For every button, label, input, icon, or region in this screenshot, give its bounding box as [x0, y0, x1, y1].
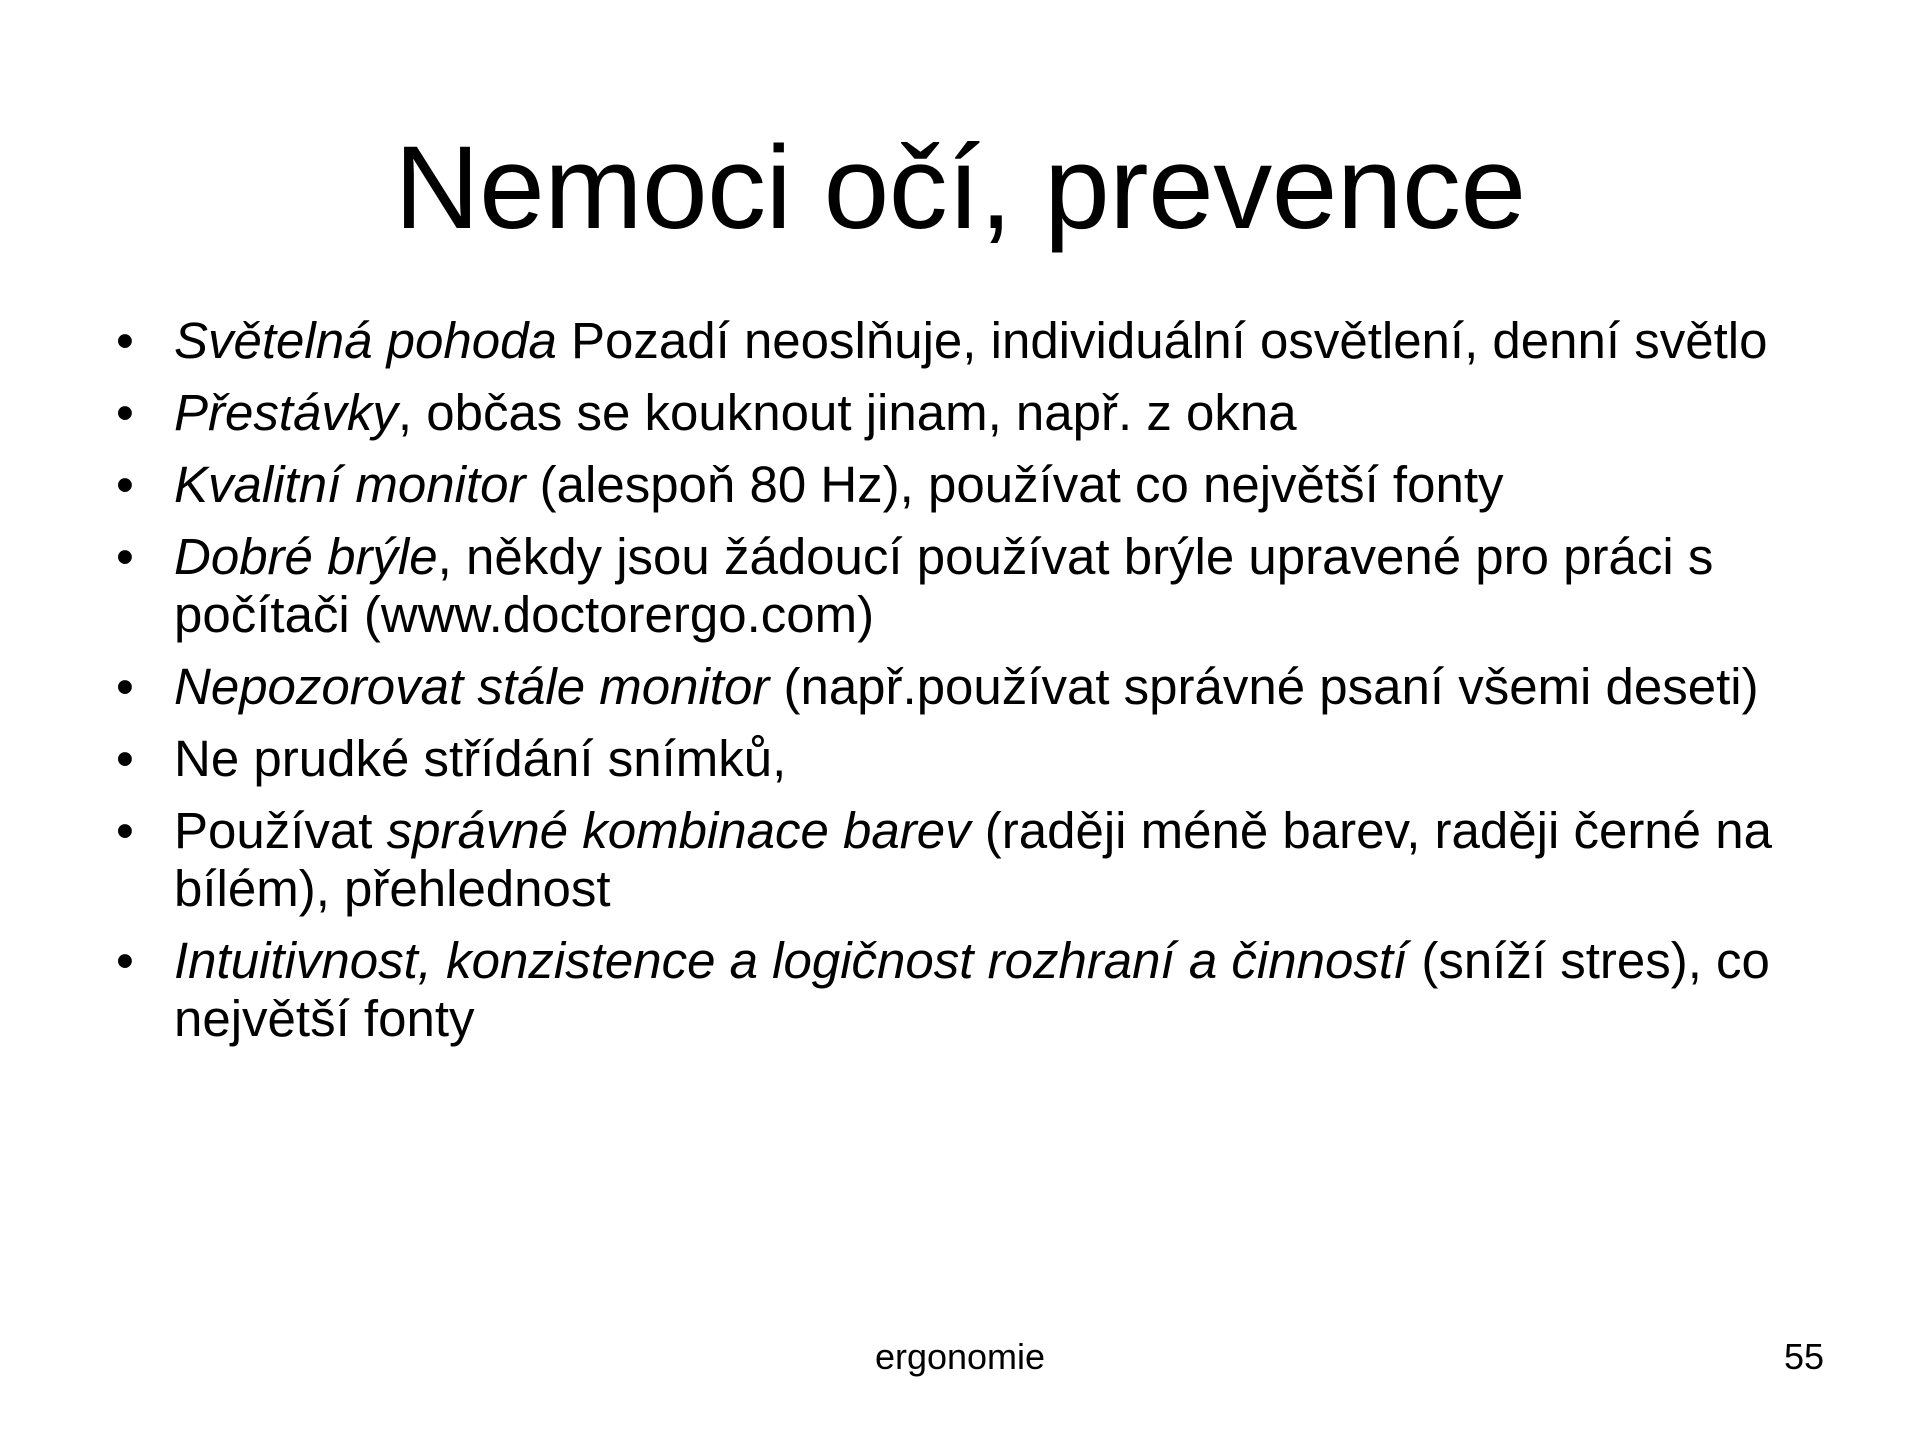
bullet-marker: •: [116, 528, 134, 585]
bullet-marker: •: [116, 932, 134, 989]
slide-title: Nemoci očí, prevence: [394, 122, 1526, 254]
bullet-text: (raději méně barev, raději černé na bílém), přehlednost: [174, 802, 1772, 917]
bullet-marker: •: [116, 658, 134, 715]
bullet-marker: •: [116, 456, 134, 513]
bullet-item: [112, 658, 1812, 716]
bullet-item: [112, 528, 1812, 644]
bullet-emphasis: Kvalitní monitor: [174, 456, 526, 513]
bullet-item: [112, 312, 1812, 370]
bullet-text: (alespoň 80 Hz), používat co největší fonty: [525, 456, 1504, 513]
bullet-item: [112, 456, 1812, 514]
bullet-marker: •: [116, 730, 134, 787]
bullet-text: (např.používat správné psaní všemi deseti): [769, 658, 1759, 715]
bullet-text: Používat: [174, 802, 387, 859]
bullet-text: Ne prudké střídání snímků,: [174, 730, 787, 787]
footer-label: ergonomie: [874, 1336, 1046, 1377]
bullet-item: [112, 384, 1812, 442]
bullet-item: [112, 932, 1812, 1048]
bullet-emphasis: Nepozorovat stále monitor: [174, 658, 770, 715]
bullet-emphasis: Dobré brýle: [174, 528, 438, 585]
bullet-emphasis: Intuitivnost, konzistence a logičnost rozhraní a činností: [174, 932, 1408, 989]
bullet-list: [112, 312, 1812, 1062]
bullet-emphasis: Přestávky: [174, 384, 398, 441]
bullet-marker: •: [116, 312, 134, 369]
bullet-text: (sníží stres), co největší fonty: [174, 932, 1770, 1047]
page-number: 55: [1783, 1336, 1824, 1377]
bullet-item: [112, 802, 1812, 918]
bullet-emphasis: Světelná pohoda: [174, 312, 557, 369]
bullet-text: Pozadí neoslňuje, individuální osvětlení, denní světlo: [556, 312, 1768, 369]
bullet-item: [112, 730, 1812, 788]
bullet-marker: •: [116, 384, 134, 441]
bullet-emphasis: správné kombinace barev: [386, 802, 971, 859]
bullet-text: , někdy jsou žádoucí používat brýle upravené pro práci s počítači (www.doctorergo.com): [174, 528, 1714, 643]
bullet-marker: •: [116, 802, 134, 859]
bullet-text: , občas se kouknout jinam, např. z okna: [397, 384, 1297, 441]
